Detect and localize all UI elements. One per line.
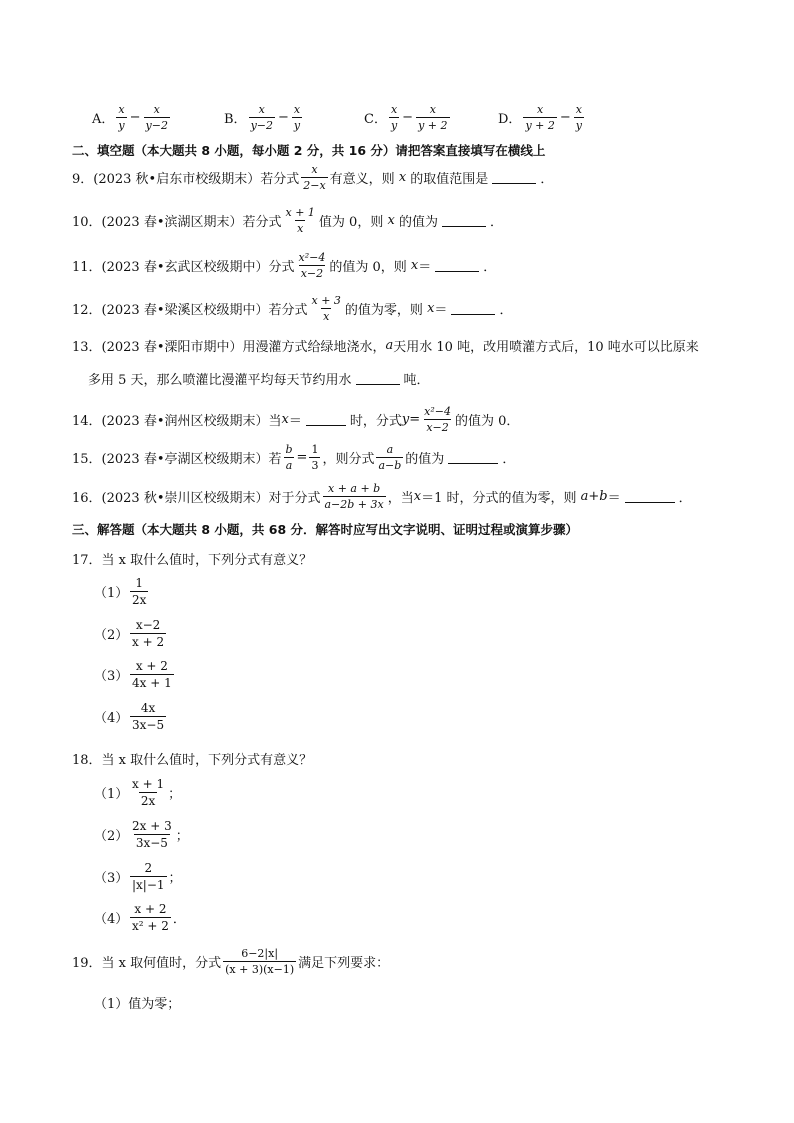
question-17-item: （1） $\frac{1}{2x}$ xyxy=(94,576,147,607)
fraction: $\frac{b}{a}$ xyxy=(285,443,293,472)
fraction: $\frac{x}{y}$ xyxy=(390,103,398,132)
fraction: $\frac{x}{y-2}$ xyxy=(250,103,273,132)
question-15: 15．(2023 春•亭湖区校级期末）若 $\frac{b}{a}$ = $\frac{1}{3}$ ，则分式 $\frac{a}{a-b}$ 的值为 ． xyxy=(72,443,516,472)
fraction: $\frac{x + 3}{x}$ xyxy=(311,294,341,323)
answer-blank[interactable] xyxy=(306,413,346,426)
fraction: $\frac{x + 1}{2x}$ xyxy=(132,777,165,808)
question-18-item: （2） $\frac{2x + 3}{3x-5}$ ； xyxy=(94,819,189,850)
fraction: $\frac{x}{y}$ xyxy=(293,103,301,132)
fraction: $\frac{x}{y + 2}$ xyxy=(418,103,448,132)
question-18-item: （4） $\frac{x + 2}{\text{x² + 2}}$ ． xyxy=(94,902,186,933)
fraction: $\frac{\text{x²−4}}{x-2}$ xyxy=(424,405,451,434)
fraction: $\frac{x}{y-2}$ xyxy=(145,103,168,132)
section-heading-answer: 三、解答题（本大题共 8 小题，共 68 分．解答时应写出文字说明、证明过程或演算步骤） xyxy=(72,522,579,537)
question-13-line-2: 多用 5 天，那么喷灌比漫灌平均每天节约用水 吨． xyxy=(88,373,430,388)
question-14: 14．(2023 春•润州区校级期末）当 x ＝ 时，分式 y = $\frac{\text{x²−4}}{x-2}$ 的值为 0． xyxy=(72,405,520,434)
fraction: $\frac{x}{y}$ xyxy=(118,103,125,132)
fraction: $\frac{x + a + b}{a-2b + 3x}$ xyxy=(324,482,384,511)
question-12: 12．(2023 春•梁溪区校级期中）若分式 $\frac{x + 3}{x}$ 的值为零，则 x ＝ ． xyxy=(72,294,513,323)
answer-blank[interactable] xyxy=(448,451,498,464)
fraction: $\frac{x}{y + 2}$ xyxy=(525,103,555,132)
option-a[interactable]: A． $\frac{x}{y}$ − $\frac{x}{y-2}$ xyxy=(92,103,168,132)
question-17-stem: 17．当 x 取什么值时，下列分式有意义？ xyxy=(72,553,313,568)
question-18-item: （1） $\frac{x + 1}{2x}$ ； xyxy=(94,777,182,808)
fraction: $\frac{2}{|x|-1}$ xyxy=(132,861,165,892)
fraction: $\frac{1}{2x}$ xyxy=(132,576,147,607)
question-9: 9．(2023 秋•启东市校级期末）若分式 $\frac{x}{2-x}$ 有意义，则 x 的取值范围是 ． xyxy=(72,163,554,192)
answer-blank[interactable] xyxy=(492,171,536,184)
question-17-item: （4） $\frac{4x}{3x-5}$ xyxy=(94,701,165,732)
answer-blank[interactable] xyxy=(442,214,486,227)
option-label: B． xyxy=(224,112,247,127)
question-18-stem: 18．当 x 取什么值时，下列分式有意义？ xyxy=(72,753,313,768)
question-17-item: （2） $\frac{x-2}{x + 2}$ xyxy=(94,618,165,649)
option-b[interactable]: B． $\frac{x}{y-2}$ − $\frac{x}{y}$ xyxy=(224,103,301,132)
question-19-sub-1: （1）值为零； xyxy=(94,997,181,1012)
fraction: $\frac{x}{y}$ xyxy=(575,103,582,132)
fraction: $\frac{6-2|x|}{(x + 3)(x-1)}$ xyxy=(225,947,295,976)
fraction: $\frac{a}{a-b}$ xyxy=(378,443,402,472)
question-16: 16．(2023 秋•崇川区校级期末）对于分式 $\frac{x + a + b}{a-2b + 3x}$ ，当 x ＝1 时，分式的值为零，则 a+b ＝ ． xyxy=(72,482,692,511)
question-10: 10．(2023 春•滨湖区期末）若分式 $\frac{x + 1}{x}$ 值为 0，则 x 的值为 ． xyxy=(72,206,503,235)
question-13-line-1: 13．(2023 春•溧阳市期中）用漫灌方式给绿地浇水， a 天用水 10 吨，改用喷灌方式后，10 吨水可以比原来 xyxy=(72,338,699,355)
question-11: 11．(2023 春•玄武区校级期中）分式 $\frac{\text{x²−4}}{x-2}$ 的值为 0，则 x ＝ ． xyxy=(72,251,497,280)
question-17-item: （3） $\frac{x + 2}{4x + 1}$ xyxy=(94,659,172,690)
fraction: $\frac{x-2}{x + 2}$ xyxy=(132,618,165,649)
option-c[interactable]: C． $\frac{x}{y}$ − $\frac{x}{y + 2}$ xyxy=(364,103,448,132)
option-d[interactable]: D． $\frac{x}{y + 2}$ − $\frac{x}{y}$ xyxy=(498,103,582,132)
fraction: $\frac{x + 2}{4x + 1}$ xyxy=(132,659,172,690)
question-19: 19．当 x 取何值时，分式 $\frac{6-2|x|}{(x + 3)(x-1)}$ 满足下列要求： xyxy=(72,947,390,976)
option-label: A． xyxy=(92,112,115,127)
fraction: $\frac{x}{2-x}$ xyxy=(303,163,326,192)
answer-blank[interactable] xyxy=(435,259,479,272)
answer-blank[interactable] xyxy=(625,490,675,503)
answer-blank[interactable] xyxy=(451,302,495,315)
question-18-item: （3） $\frac{2}{|x|-1}$ ； xyxy=(94,861,182,892)
fraction: $\frac{2x + 3}{3x-5}$ xyxy=(132,819,172,850)
answer-blank[interactable] xyxy=(356,372,400,385)
fraction: $\frac{x + 2}{\text{x² + 2}}$ xyxy=(132,902,169,933)
fraction: $\frac{\text{x²−4}}{x-2}$ xyxy=(298,251,326,280)
section-heading-fill-blank: 二、填空题（本大题共 8 小题，每小题 2 分，共 16 分）请把答案直接填写在横线上 xyxy=(72,143,546,158)
option-label: C． xyxy=(364,112,387,127)
fraction: $\frac{1}{3}$ xyxy=(311,443,319,472)
fraction: $\frac{4x}{3x-5}$ xyxy=(132,701,165,732)
fraction: $\frac{x + 1}{x}$ xyxy=(285,206,315,235)
option-label: D． xyxy=(498,112,522,127)
